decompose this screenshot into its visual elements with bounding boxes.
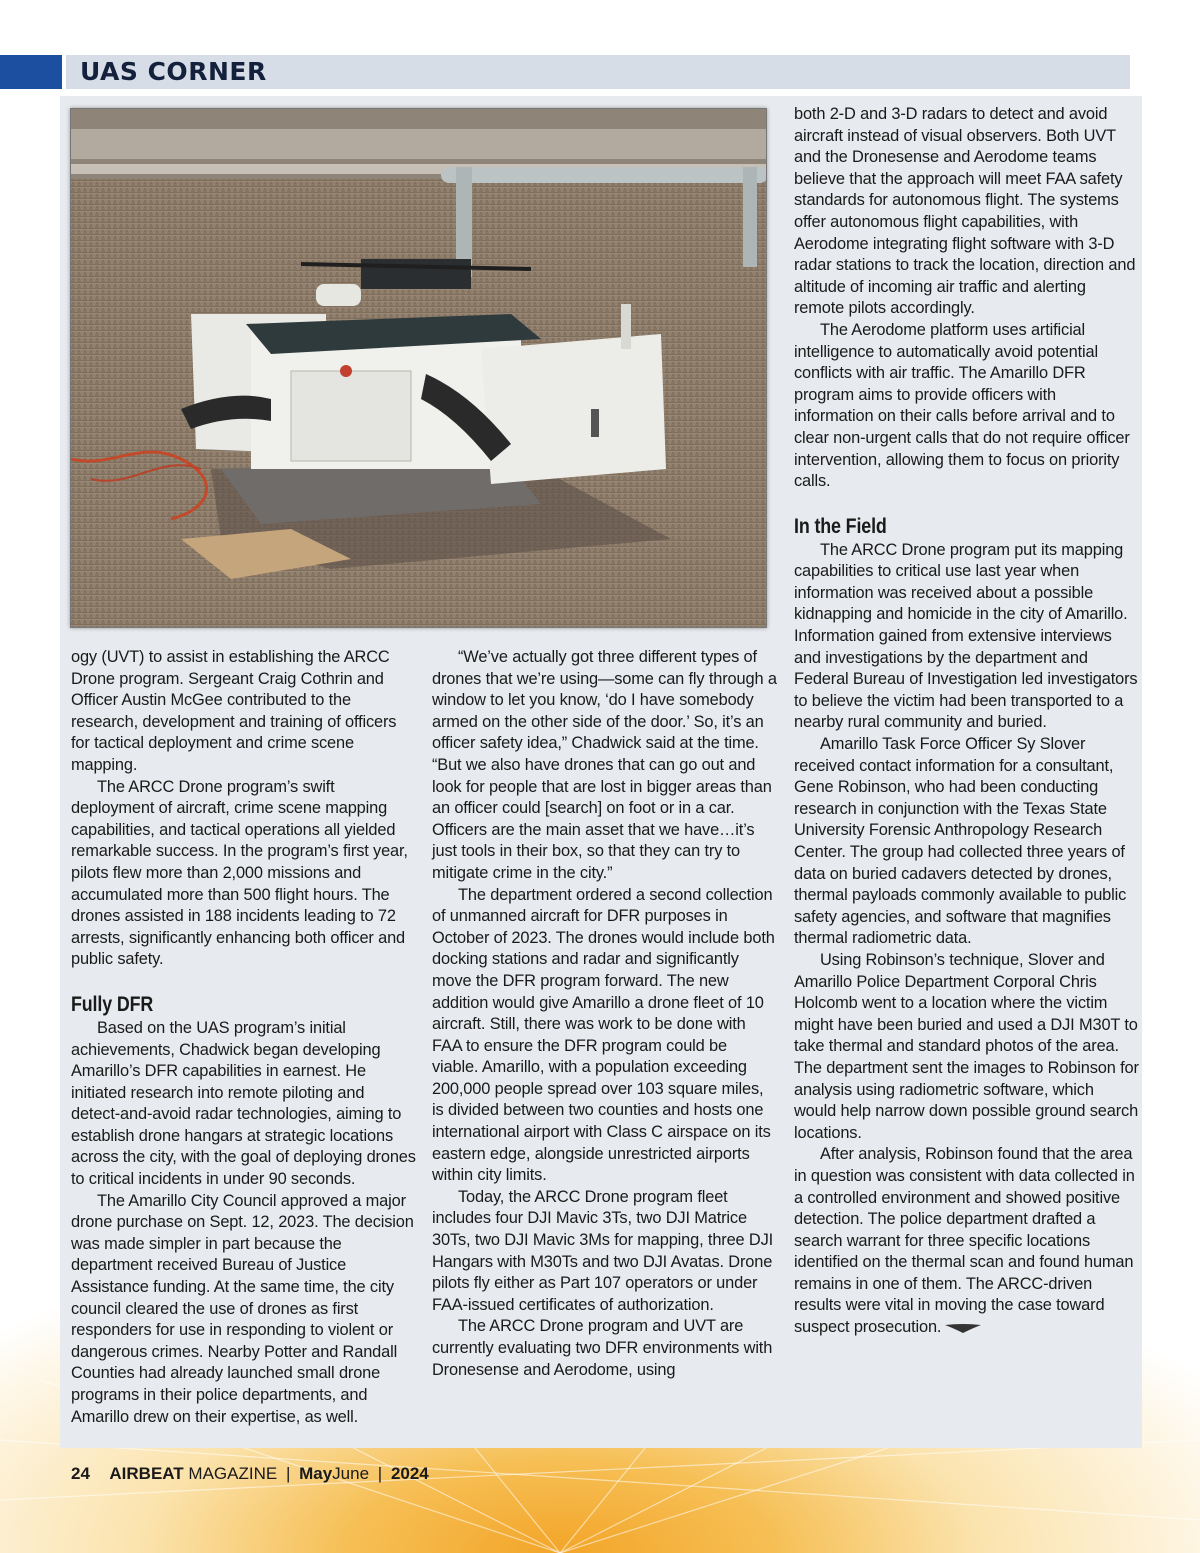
section-heading-in-the-field: In the Field bbox=[794, 514, 887, 538]
paragraph: ogy (UVT) to assist in establishing the ARCC Drone program. Sergeant Craig Cothrin and Officer Austin McGee contributed to the research, development and training of officers for tactical deployment and crime scene mapping. bbox=[71, 648, 397, 774]
paragraph: The department ordered a second collection of unmanned aircraft for DFR purposes in October of 2023. The drones would include both docking stations and radar and significantly move the DFR program forward. The new addition would give Amarillo a drone fleet of 10 aircraft. Still, there was work to be done with FAA to ensure the DFR program could be viable. Amarillo, with a population exceeding 200,000 people spread over 103 square miles, is divided between two counties and hosts one international airport with Class C airspace on its eastern edge, alongside unrestricted airports within city limits. bbox=[432, 885, 775, 1185]
paragraph: The Aerodome platform uses artificial intelligence to automatically avoid potential conflicts with air traffic. The Amarillo DFR program aims to provide officers with information on their calls before arrival and to clear non-urgent calls that do not require officer intervention, allowing them to focus on priority calls. bbox=[794, 320, 1130, 491]
page-footer bbox=[71, 1463, 429, 1485]
paragraph: “We’ve actually got three different types of drones that we’re using—some can fly through a window to let you know, ‘do I have somebody armed on the other side of the door.’ So, it’s an officer safety idea,” Chadwick said at the time. “But we also have drones that can go out and look for people that are lost in bigger areas than an officer could [search] on foot or in a car. Officers are the main asset that we have…it’s just tools in their box, so that they can try to mitigate crime in the city.” bbox=[432, 648, 777, 882]
end-mark-icon bbox=[943, 1322, 983, 1334]
paragraph: The Amarillo City Council approved a major drone purchase on Sept. 12, 2023. The decision was made simpler in part because the department received Bureau of Justice Assistance funding. At the same time, the city council cleared the use of drones as first responders for use in responding to violent or dangerous crimes. Nearby Potter and Randall Counties had already launched small drone programs in their police departments, and Amarillo drew on their expertise, as well. bbox=[71, 1191, 414, 1426]
footer-separator: | bbox=[377, 1464, 383, 1483]
article-photo bbox=[70, 108, 767, 628]
issue-month-bold: May bbox=[299, 1464, 333, 1483]
issue-month-rest: June bbox=[332, 1464, 370, 1483]
footer-separator: | bbox=[285, 1464, 291, 1483]
magazine-label: MAGAZINE bbox=[183, 1464, 278, 1483]
paragraph: The ARCC Drone program put its mapping capabilities to critical use last year when information was received about a possible kidnapping and homicide in the city of Amarillo. Information gained from extensive interviews and investigations by the department and Federal Bureau of Investigation led investigators to believe the victim had been transported to a nearby rural community and buried. bbox=[794, 540, 1138, 732]
paragraph: Using Robinson’s technique, Slover and Amarillo Police Department Corporal Chris Holcomb went to a location where the victim might have been buried and used a DJI M30T to take thermal and standard photos of the area. The department sent the images to Robinson for analysis using radiometric software, which would help narrow down possible ground search locations. bbox=[794, 950, 1139, 1142]
header-accent-block bbox=[0, 55, 62, 89]
magazine-brand: AIRBEAT bbox=[109, 1464, 184, 1483]
section-title: UAS CORNER bbox=[80, 57, 267, 86]
column-2 bbox=[432, 647, 777, 1381]
paragraph: Amarillo Task Force Officer Sy Slover received contact information for a consultant, Gene Robinson, who had been conducting research in conjunction with the Texas State University Forensic Anthropology Research Center. The group had collected three years of data on buried cadavers detected by drones, thermal payloads commonly available to public safety agencies, and software that magnifies thermal radiometric data. bbox=[794, 735, 1127, 948]
paragraph: Based on the UAS program’s initial achievements, Chadwick began developing Amarillo’s DFR capabilities in earnest. He initiated research into remote piloting and detect-and-avoid radar technologies, aiming to establish drone hangars at strategic locations across the city, with the goal of deploying drones to critical incidents in under 90 seconds. bbox=[71, 1018, 416, 1189]
paragraph: The ARCC Drone program’s swift deployment of aircraft, crime scene mapping capabilities, and tactical operations all yielded remarkable success. In the program’s first year, pilots flew more than 2,000 missions and accumulated more than 500 flight hours. The drones assisted in 188 incidents leading to 72 arrests, significantly enhancing both officer and public safety. bbox=[71, 777, 408, 969]
paragraph: Today, the ARCC Drone program fleet includes four DJI Mavic 3Ts, two DJI Matrice 30Ts, two DJI Mavic 3Ms for mapping, three DJI Hangars with M30Ts and two DJI Avatas. Drone pilots fly either as Part 107 operators or under FAA-issued certificates of authorization. bbox=[432, 1187, 774, 1314]
paragraph: both 2-D and 3-D radars to detect and avoid aircraft instead of visual observers. Both UVT and the Dronesense and Aerodome teams believe that the approach will meet FAA safety standards for autonomous flight. The systems offer autonomous flight capabilities, with Aerodome integrating flight software with 3-D radar stations to track the location, direction and altitude of incoming air traffic and alerting remote pilots accordingly. bbox=[794, 105, 1136, 318]
issue-year: 2024 bbox=[390, 1464, 429, 1483]
column-1 bbox=[71, 647, 416, 1428]
page-number: 24 bbox=[71, 1464, 90, 1483]
column-3 bbox=[794, 104, 1139, 1339]
section-heading-fully-dfr: Fully DFR bbox=[71, 992, 154, 1016]
paragraph: After analysis, Robinson found that the area in question was consistent with data collected in a controlled environment and showed positive detection. The police department drafted a search warrant for three specific locations identified on the thermal scan and found human remains in one of them. The ARCC-driven results were vital in moving the case toward suspect prosecution. bbox=[794, 1145, 1135, 1337]
paragraph: The ARCC Drone program and UVT are currently evaluating two DFR environments with Dronesense and Aerodome, using bbox=[432, 1317, 773, 1379]
